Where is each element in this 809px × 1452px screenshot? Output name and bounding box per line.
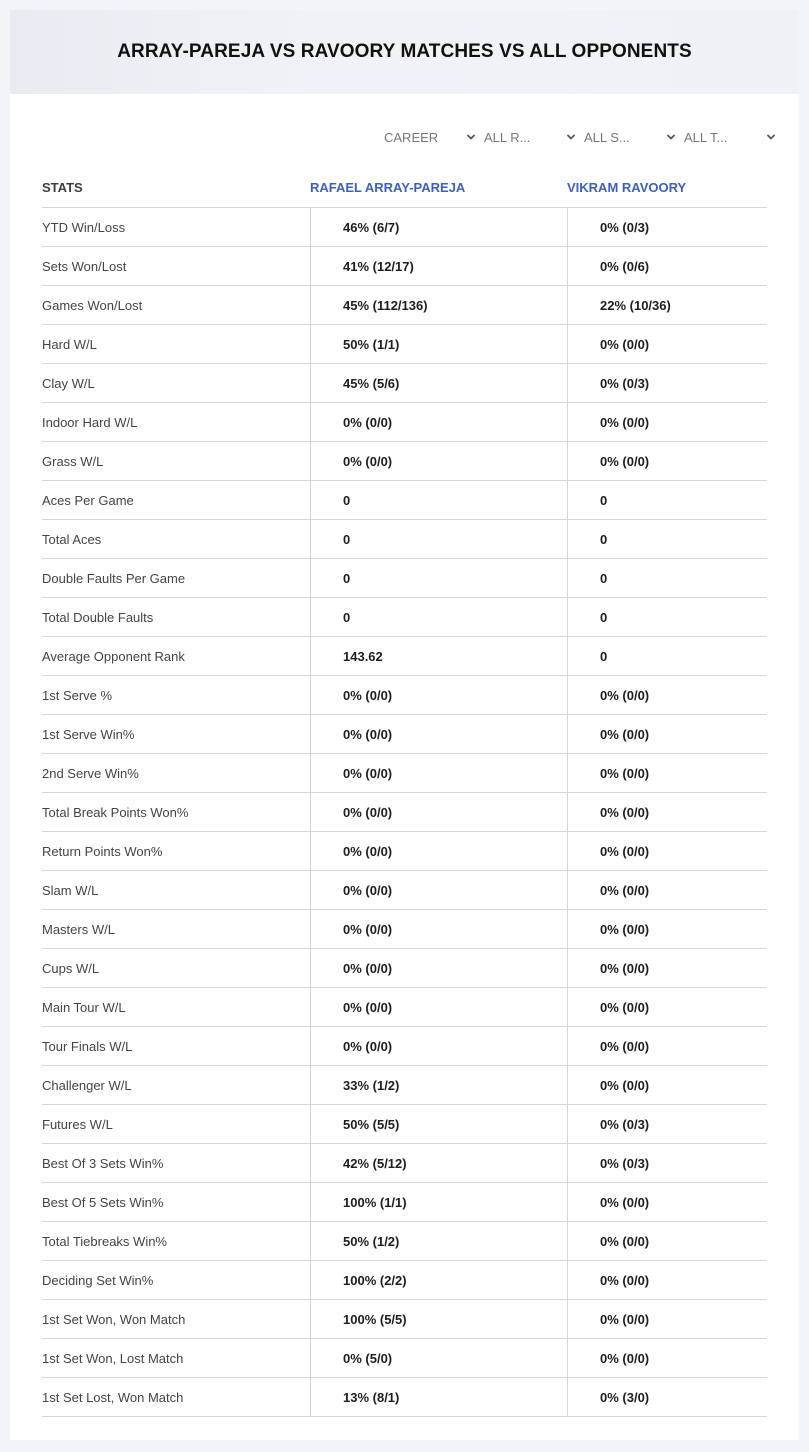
stats-table bbox=[42, 168, 767, 1417]
stat-label: Indoor Hard W/L bbox=[42, 414, 138, 430]
table-row bbox=[42, 247, 767, 286]
stat-label: Slam W/L bbox=[42, 882, 99, 898]
stat-label: Total Break Points Won% bbox=[42, 804, 189, 820]
page-title: ARRAY-PAREJA VS RAVOORY MATCHES VS ALL OPPONENTS bbox=[117, 41, 692, 62]
player2-value: 0% (0/0) bbox=[567, 871, 767, 909]
table-row bbox=[42, 949, 767, 988]
player2-value: 0% (0/3) bbox=[567, 1105, 767, 1143]
stat-label: 1st Serve % bbox=[42, 687, 113, 703]
table-row bbox=[42, 1300, 767, 1339]
player1-value: 45% (5/6) bbox=[310, 364, 567, 402]
player2-value: 0% (0/0) bbox=[567, 1261, 767, 1299]
player1-value: 0% (0/0) bbox=[310, 949, 567, 987]
filter-period-select[interactable] bbox=[380, 126, 480, 148]
chevron-down-icon bbox=[666, 132, 676, 142]
player1-value: 41% (12/17) bbox=[310, 247, 567, 285]
stat-label: Futures W/L bbox=[42, 1116, 113, 1132]
table-row bbox=[42, 637, 767, 676]
table-header bbox=[42, 168, 767, 208]
player2-value: 0% (0/0) bbox=[567, 832, 767, 870]
column-header-stats: STATS bbox=[42, 180, 83, 195]
stat-label: Masters W/L bbox=[42, 921, 115, 937]
stat-label: Games Won/Lost bbox=[42, 297, 143, 313]
player1-value: 42% (5/12) bbox=[310, 1144, 567, 1182]
player1-value: 0% (0/0) bbox=[310, 1027, 567, 1065]
player2-value: 0% (0/0) bbox=[567, 1300, 767, 1338]
table-body bbox=[42, 208, 767, 1417]
player2-value: 0% (0/0) bbox=[567, 442, 767, 480]
filter-tournament-select[interactable] bbox=[680, 126, 780, 148]
player2-value: 0% (0/0) bbox=[567, 325, 767, 363]
stat-label: Average Opponent Rank bbox=[42, 648, 185, 664]
stat-label: Sets Won/Lost bbox=[42, 258, 127, 274]
table-row bbox=[42, 1222, 767, 1261]
player1-value: 143.62 bbox=[310, 637, 567, 675]
table-row bbox=[42, 442, 767, 481]
player1-value: 0% (0/0) bbox=[310, 871, 567, 909]
stat-label: Deciding Set Win% bbox=[42, 1272, 154, 1288]
stat-label: Aces Per Game bbox=[42, 492, 134, 508]
table-row bbox=[42, 910, 767, 949]
table-row bbox=[42, 1183, 767, 1222]
player1-value: 13% (8/1) bbox=[310, 1378, 567, 1416]
table-row bbox=[42, 598, 767, 637]
filter-bar bbox=[380, 126, 780, 148]
stat-label: Challenger W/L bbox=[42, 1077, 132, 1093]
column-header-player1[interactable]: RAFAEL ARRAY-PAREJA bbox=[310, 180, 466, 195]
table-row bbox=[42, 208, 767, 247]
filter-round-select[interactable] bbox=[480, 126, 580, 148]
stat-label: Total Aces bbox=[42, 531, 102, 547]
table-row bbox=[42, 1339, 767, 1378]
table-row bbox=[42, 1066, 767, 1105]
player2-value: 0 bbox=[567, 481, 767, 519]
stat-label: 1st Serve Win% bbox=[42, 726, 135, 742]
player1-value: 0% (0/0) bbox=[310, 832, 567, 870]
player2-value: 0% (0/0) bbox=[567, 676, 767, 714]
player1-value: 50% (1/2) bbox=[310, 1222, 567, 1260]
stats-card bbox=[10, 10, 799, 1440]
chevron-down-icon bbox=[766, 132, 776, 142]
player2-value: 0 bbox=[567, 559, 767, 597]
player1-value: 0 bbox=[310, 559, 567, 597]
table-row bbox=[42, 715, 767, 754]
table-row bbox=[42, 988, 767, 1027]
stat-label: Hard W/L bbox=[42, 336, 97, 352]
player2-value: 0% (0/3) bbox=[567, 364, 767, 402]
player1-value: 0% (0/0) bbox=[310, 793, 567, 831]
table-row bbox=[42, 676, 767, 715]
player2-value: 0% (0/0) bbox=[567, 715, 767, 753]
player1-value: 50% (1/1) bbox=[310, 325, 567, 363]
stat-label: Main Tour W/L bbox=[42, 999, 126, 1015]
stat-label: Return Points Won% bbox=[42, 843, 163, 859]
stat-label: Best Of 3 Sets Win% bbox=[42, 1155, 164, 1171]
player1-value: 0% (0/0) bbox=[310, 442, 567, 480]
player2-value: 0% (0/0) bbox=[567, 1066, 767, 1104]
chevron-down-icon bbox=[466, 132, 476, 142]
player2-value: 0% (0/0) bbox=[567, 1222, 767, 1260]
table-row bbox=[42, 286, 767, 325]
stat-label: Total Tiebreaks Win% bbox=[42, 1233, 167, 1249]
player2-value: 0 bbox=[567, 637, 767, 675]
player2-value: 0% (0/0) bbox=[567, 754, 767, 792]
player1-value: 0% (0/0) bbox=[310, 715, 567, 753]
filter-label: ALL T... bbox=[684, 129, 728, 145]
filter-label: ALL S... bbox=[584, 129, 630, 145]
player2-value: 0% (0/0) bbox=[567, 1339, 767, 1377]
table-row bbox=[42, 559, 767, 598]
player2-value: 0% (0/3) bbox=[567, 1144, 767, 1182]
player1-value: 0 bbox=[310, 481, 567, 519]
player2-value: 0% (0/0) bbox=[567, 910, 767, 948]
stat-label: Double Faults Per Game bbox=[42, 570, 186, 586]
table-row bbox=[42, 1027, 767, 1066]
table-row bbox=[42, 1378, 767, 1417]
player2-value: 0% (0/6) bbox=[567, 247, 767, 285]
table-row bbox=[42, 1105, 767, 1144]
player1-value: 100% (1/1) bbox=[310, 1183, 567, 1221]
player1-value: 0% (0/0) bbox=[310, 754, 567, 792]
player2-value: 0% (0/0) bbox=[567, 949, 767, 987]
player1-value: 46% (6/7) bbox=[310, 208, 567, 246]
stat-label: 2nd Serve Win% bbox=[42, 765, 139, 781]
player1-value: 0% (5/0) bbox=[310, 1339, 567, 1377]
player1-value: 45% (112/136) bbox=[310, 286, 567, 324]
player1-value: 0% (0/0) bbox=[310, 988, 567, 1026]
filter-label: ALL R... bbox=[484, 129, 531, 145]
table-row bbox=[42, 364, 767, 403]
table-row bbox=[42, 871, 767, 910]
player2-value: 0% (0/0) bbox=[567, 793, 767, 831]
filter-surface-select[interactable] bbox=[580, 126, 680, 148]
player1-value: 50% (5/5) bbox=[310, 1105, 567, 1143]
player1-value: 0% (0/0) bbox=[310, 403, 567, 441]
stat-label: YTD Win/Loss bbox=[42, 219, 126, 235]
player1-value: 100% (5/5) bbox=[310, 1300, 567, 1338]
player1-value: 0 bbox=[310, 520, 567, 558]
player2-value: 0% (0/0) bbox=[567, 1183, 767, 1221]
stat-label: Clay W/L bbox=[42, 375, 95, 391]
table-row bbox=[42, 520, 767, 559]
table-row bbox=[42, 325, 767, 364]
player2-value: 0% (0/0) bbox=[567, 403, 767, 441]
player1-value: 33% (1/2) bbox=[310, 1066, 567, 1104]
stat-label: Tour Finals W/L bbox=[42, 1038, 133, 1054]
player2-value: 0% (3/0) bbox=[567, 1378, 767, 1416]
table-row bbox=[42, 832, 767, 871]
column-header-player2[interactable]: VIKRAM RAVOORY bbox=[567, 180, 687, 195]
player1-value: 0% (0/0) bbox=[310, 910, 567, 948]
player2-value: 0% (0/0) bbox=[567, 988, 767, 1026]
stat-label: Cups W/L bbox=[42, 960, 100, 976]
chevron-down-icon bbox=[566, 132, 576, 142]
player1-value: 100% (2/2) bbox=[310, 1261, 567, 1299]
table-row bbox=[42, 1261, 767, 1300]
stat-label: 1st Set Lost, Won Match bbox=[42, 1389, 184, 1405]
player2-value: 22% (10/36) bbox=[567, 286, 767, 324]
table-row bbox=[42, 1144, 767, 1183]
table-row bbox=[42, 754, 767, 793]
stat-label: 1st Set Won, Lost Match bbox=[42, 1350, 184, 1366]
player2-value: 0 bbox=[567, 520, 767, 558]
table-row bbox=[42, 793, 767, 832]
player2-value: 0% (0/3) bbox=[567, 208, 767, 246]
stat-label: 1st Set Won, Won Match bbox=[42, 1311, 186, 1327]
stat-label: Grass W/L bbox=[42, 453, 104, 469]
player1-value: 0 bbox=[310, 598, 567, 636]
filter-label: CAREER bbox=[384, 129, 439, 145]
stat-label: Best Of 5 Sets Win% bbox=[42, 1194, 164, 1210]
player1-value: 0% (0/0) bbox=[310, 676, 567, 714]
stat-label: Total Double Faults bbox=[42, 609, 154, 625]
table-row bbox=[42, 481, 767, 520]
card-header bbox=[10, 10, 799, 94]
player2-value: 0% (0/0) bbox=[567, 1027, 767, 1065]
table-row bbox=[42, 403, 767, 442]
player2-value: 0 bbox=[567, 598, 767, 636]
